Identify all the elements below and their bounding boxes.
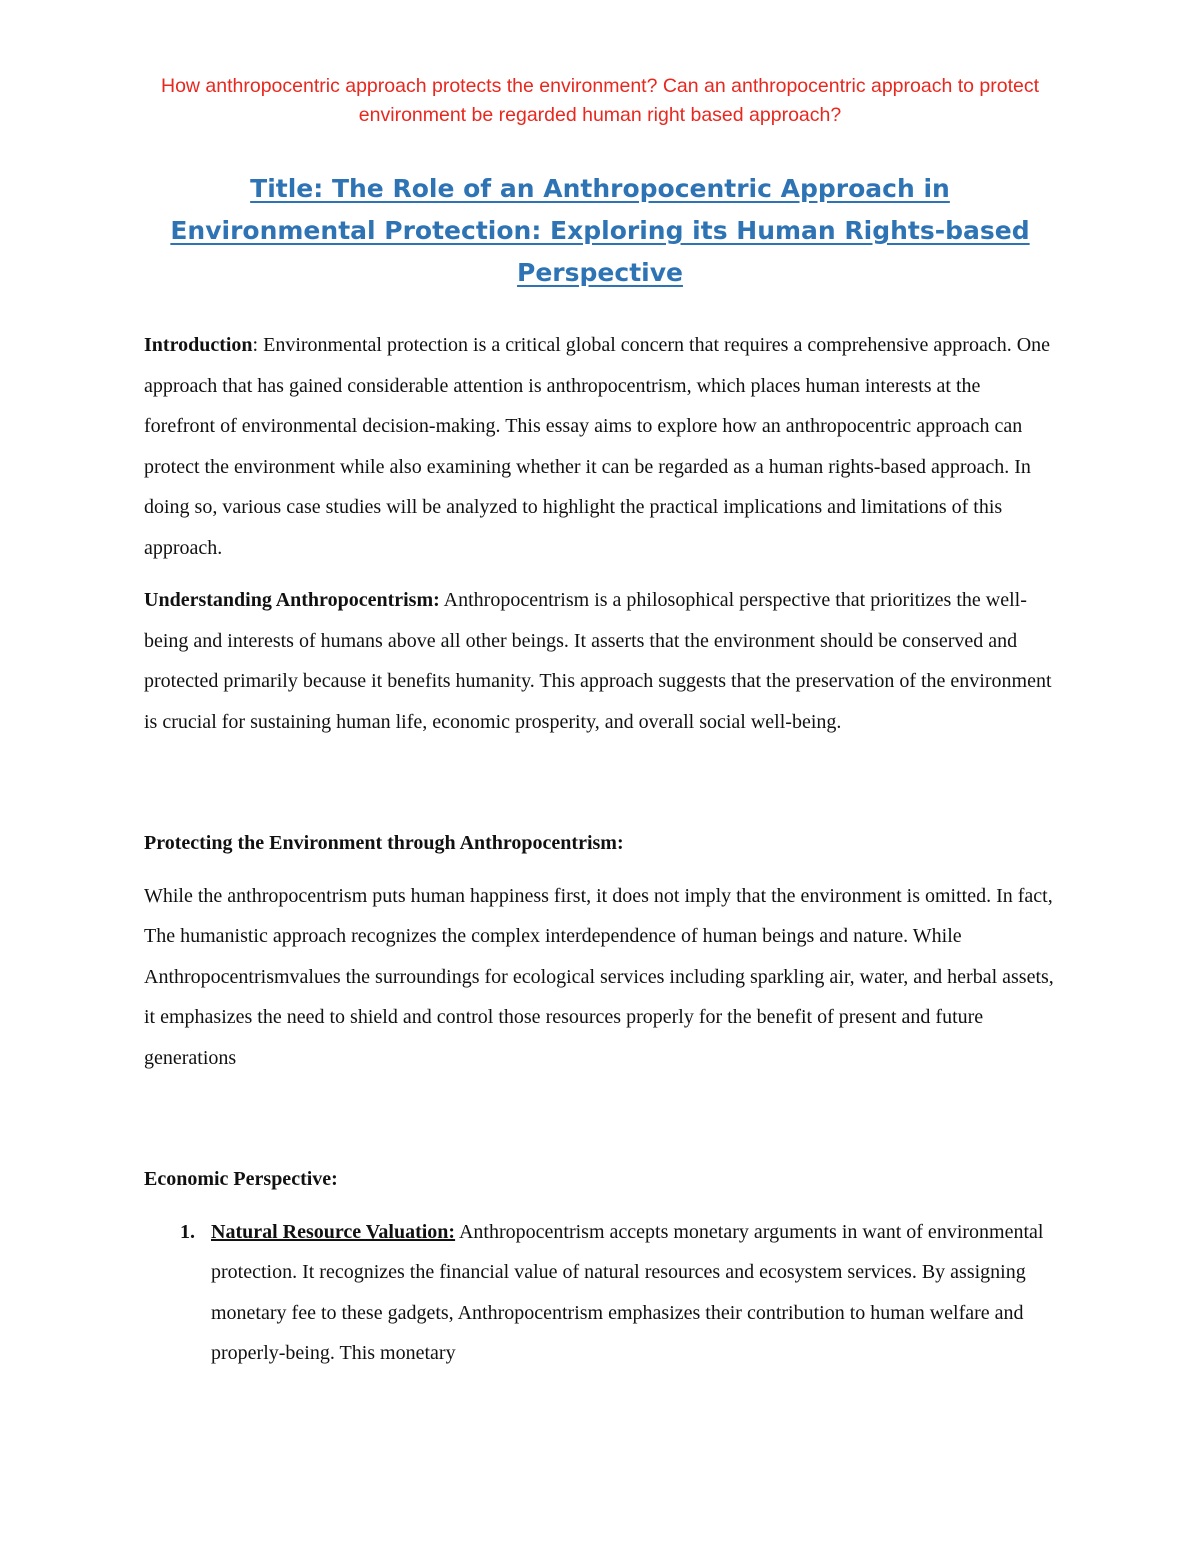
introduction-paragraph	[144, 325, 1056, 568]
essay-title: Title: The Role of an Anthropocentric Approach in Environmental Protection: Exploring its Human Rights-based Perspective	[170, 174, 1030, 287]
understanding-label: Understanding Anthropocentrism:	[144, 589, 440, 611]
essay-question: How anthropocentric approach protects the environment? Can an anthropocentric approach to protect environment be regarded human right based approach?	[160, 75, 1040, 126]
introduction-label: Introduction	[144, 334, 253, 356]
protecting-heading: Protecting the Environment through Anthropocentrism:	[144, 832, 624, 854]
protecting-paragraph: While the anthropocentrism puts human happiness first, it does not imply that the environment is omitted. In fact, The humanistic approach recognizes the complex interdependence of human beings and nature. While Anthropocentrismvalues the surroundings for ecological services including sparkling air, water, and herbal assets, it emphasizes the need to shield and control those resources properly for the benefit of present and future generations	[144, 884, 1054, 1069]
understanding-text: Anthropocentrism is a philosophical perspective that prioritizes the well-being and interests of humans above all other beings. It asserts that the environment should be conserved and protected primarily because it benefits humanity. This approach suggests that the preservation of the environment is crucial for sustaining human life, economic prosperity, and overall social well-being.	[144, 589, 1052, 733]
understanding-paragraph	[144, 580, 1056, 742]
list-item-number: 1.	[180, 1220, 195, 1243]
introduction-text: : Environmental protection is a critical global concern that requires a comprehensive approach. One approach that has gained considerable attention is anthropocentrism, which places human interests at the forefront of environmental decision-making. This essay aims to explore how an anthropocentric approach can protect the environment while also examining whether it can be regarded as a human rights-based approach. In doing so, various case studies will be analyzed to highlight the practical implications and limitations of this approach.	[144, 334, 1051, 559]
list-item-text: Anthropocentrism accepts monetary arguments in want of environmental protection. It recognizes the financial value of natural resources and ecosystem services. By assigning monetary fee to these gadgets, Anthropocentrism emphasizes their contribution to human welfare and properly-being. This monetary	[211, 1220, 1044, 1364]
list-item	[180, 1212, 1056, 1374]
list-item-label: Natural Resource Valuation:	[211, 1220, 456, 1243]
economic-heading: Economic Perspective:	[144, 1168, 338, 1190]
economic-list	[144, 1212, 1056, 1374]
